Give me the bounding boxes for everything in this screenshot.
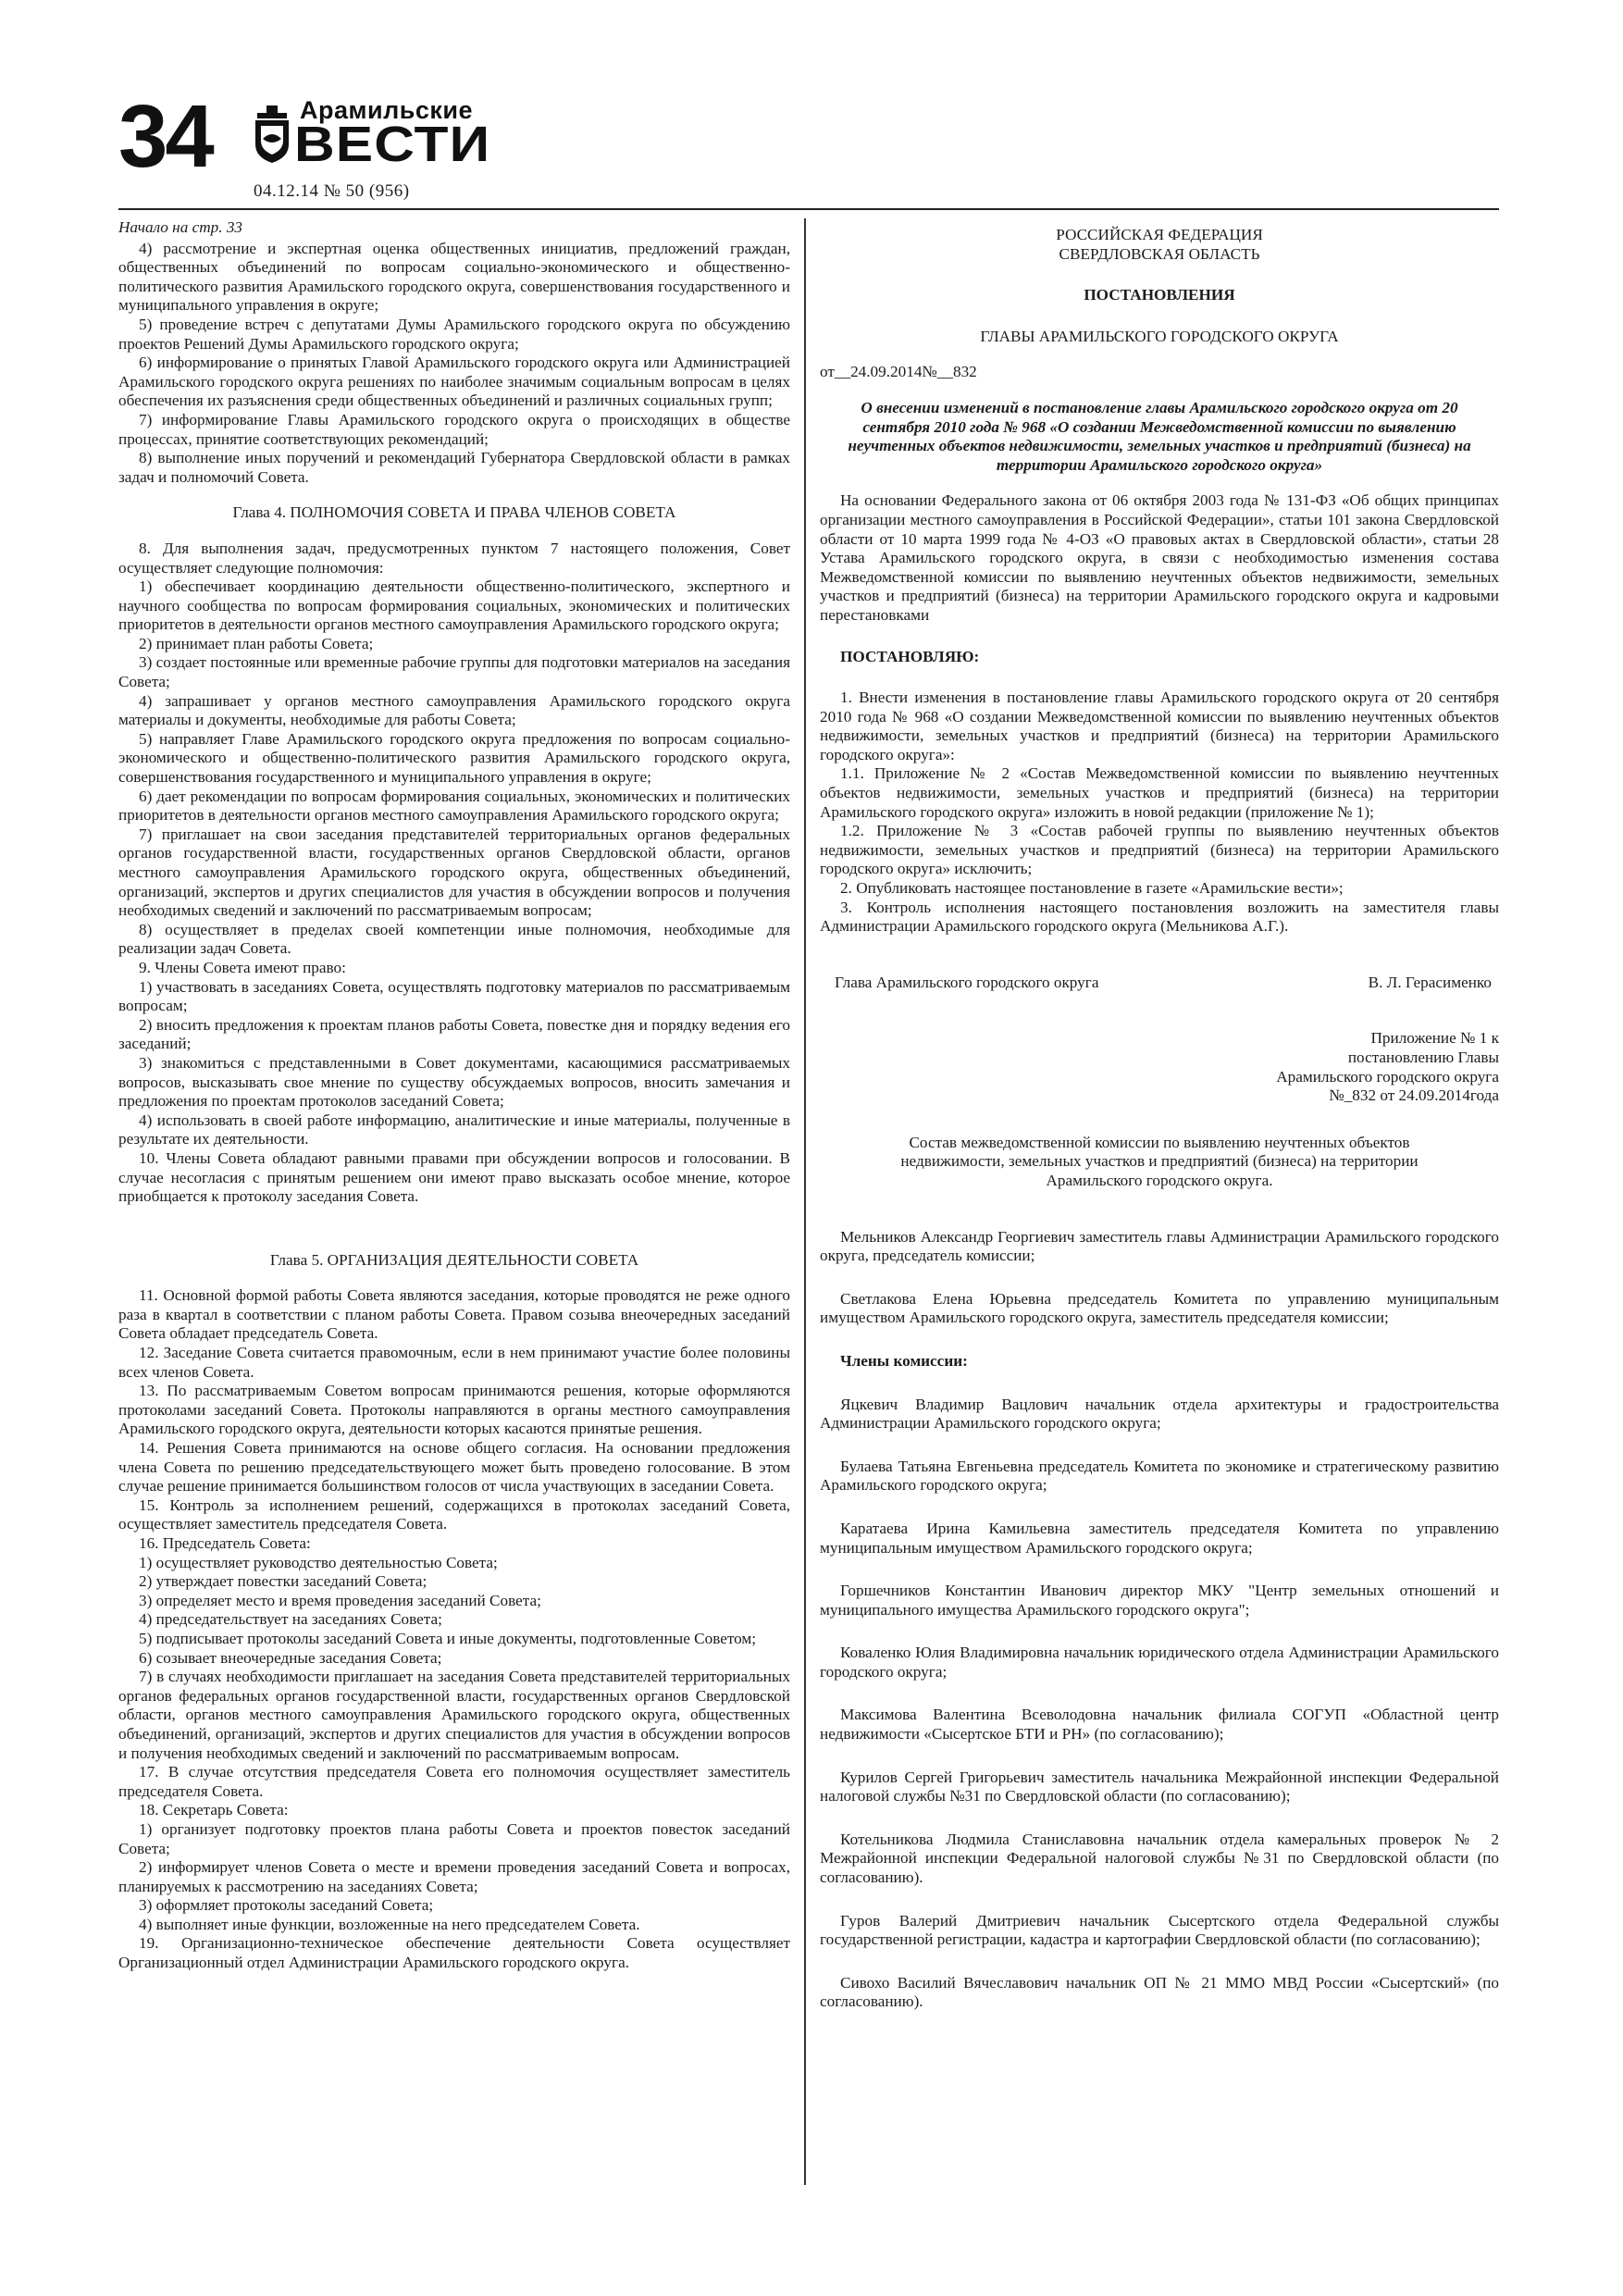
- decree-item: 3. Контроль исполнения настоящего постановления возложить на заместителя главы Администрации Арамильского городского округа (Мельникова А.Г.).: [820, 898, 1499, 936]
- authority: ГЛАВЫ АРАМИЛЬСКОГО ГОРОДСКОГО ОКРУГА: [980, 327, 1339, 345]
- paragraph: 6) созывает внеочередные заседания Совета;: [139, 1648, 442, 1667]
- annex-line: Арамильского городского округа: [1276, 1067, 1499, 1086]
- paragraph: 8) выполнение иных поручений и рекомендаций Губернатора Свердловской области в рамках задач и полномочий Совета.: [118, 449, 790, 486]
- paragraph: 6) информирование о принятых Главой Арамильского городского округа или Администрацией Арамильского городского округа решениях по наиболее значимым социальным вопросам в целях обеспечения их разъяснения среди общественных объединений и различных социальных групп;: [118, 354, 790, 410]
- paragraph: 7) приглашает на свои заседания представителей территориальных органов федеральных органов государственной власти, государственных органов Свердловской области, органов местного самоуправления Арамильского городского округа, общественных объединений, организаций, экспертов и других специалистов для участия в обсуждении вопросов и получения необходимых сведений и заключений по рассматриваемым вопросам;: [118, 825, 790, 920]
- commission-member: Булаева Татьяна Евгеньевна председатель Комитета по экономике и стратегическому развитию Арамильского городского округа;: [820, 1457, 1499, 1495]
- commission-member: Каратаева Ирина Камильевна заместитель председателя Комитета по управлению муниципальным имуществом Арамильского городского округа;: [820, 1519, 1499, 1557]
- commission-member: Максимова Валентина Всеволодовна начальник филиала СОГУП «Областной центр недвижимости «Сысертское БТИ и РН» (по согласованию);: [820, 1706, 1499, 1744]
- right-column: [820, 218, 1499, 2036]
- city-crest-icon: [254, 105, 291, 163]
- paragraph: 7) информирование Главы Арамильского городского округа о происходящих в обществе процессах, принятие соответствующих рекомендаций;: [118, 410, 790, 448]
- page-number: 34: [118, 87, 212, 186]
- doc-type: ПОСТАНОВЛЕНИЯ: [1084, 286, 1235, 304]
- decree-item: 1.1. Приложение № 2 «Состав Межведомственной комиссии по выявлению неучтенных объектов недвижимости, земельных участков и предприятий (бизнеса) на территории Арамильского городского округа» изложить в новой редакции (приложение № 1);: [820, 764, 1499, 821]
- commission-member: Курилов Сергей Григорьевич заместитель начальника Межрайонной инспекции Федеральной налоговой службы №31 по Свердловской области (по согласованию);: [820, 1768, 1499, 1806]
- paragraph: 2) принимает план работы Совета;: [139, 634, 374, 652]
- decree-item: 1. Внести изменения в постановление главы Арамильского городского округа от 20 сентября 2010 года № 968 «О создании Межведомственной комиссии по выявлению неучтенных объектов недвижимости, земельных участков и предприятий (бизнеса) на территории Арамильского городского округа»:: [820, 689, 1499, 763]
- country: РОССИЙСКАЯ ФЕДЕРАЦИЯ: [1056, 226, 1263, 243]
- paragraph: 6) дает рекомендации по вопросам формирования социальных, экономических и политических приоритетов в деятельности органов местного самоуправления Арамильского городского округа;: [118, 787, 790, 825]
- chapter-4-heading: Глава 4. ПОЛНОМОЧИЯ СОВЕТА И ПРАВА ЧЛЕНОВ СОВЕТА: [232, 503, 676, 522]
- commission-vice-chair: Светлакова Елена Юрьевна председатель Комитета по управлению муниципальным имуществом Арамильского городского округа, заместитель председателя комиссии;: [820, 1289, 1499, 1327]
- signer-name: В. Л. Герасименко: [1368, 973, 1492, 991]
- decree-item: 1.2. Приложение № 3 «Состав рабочей группы по выявлению неучтенных объектов недвижимости, земельных участков и предприятий (бизнеса) на территории Арамильского городского округа» исключить;: [820, 822, 1499, 878]
- paragraph: 15. Контроль за исполнением решений, содержащихся в протоколах заседаний Совета, осуществляет заместитель председателя Совета.: [118, 1496, 790, 1533]
- brand-top: Арамильские: [300, 96, 473, 124]
- paragraph: 18. Секретарь Совета:: [139, 1801, 289, 1819]
- decree-item: 2. Опубликовать настоящее постановление в газете «Арамильские вести»;: [840, 879, 1344, 898]
- paragraph: 13. По рассматриваемым Советом вопросам принимаются решения, которые оформляются протоколами заседаний Совета. Протоколы направляются в органы местного самоуправления Арамильского городского округа, деятельности которых касаются принятые решения.: [118, 1382, 790, 1438]
- decree-title: О внесении изменений в постановление главы Арамильского городского округа от 20 сентября 2010 года № 968 «О создании Межведомственной комиссии по выявлению неучтенных объектов недвижимости, земельных участков и предприятий (бизнеса) на территории Арамильского городского округа»: [848, 398, 1471, 474]
- paragraph: 1) организует подготовку проектов плана работы Совета и проектов повесток заседаний Совета;: [118, 1819, 790, 1857]
- column-divider: [804, 218, 806, 2185]
- paragraph: 5) проведение встреч с депутатами Думы Арамильского городского округа по обсуждению проектов Решений Думы Арамильского городского округа;: [118, 315, 790, 353]
- paragraph: 1) обеспечивает координацию деятельности общественно-политического, экспертного и научного сообщества по вопросам формирования социальных, экономических и политических приоритетов в деятельности органов местного самоуправления Арамильского городского округа;: [118, 577, 790, 634]
- paragraph: 4) использовать в своей работе информацию, аналитические и иные материалы, полученные в результате их деятельности.: [118, 1111, 790, 1148]
- paragraph: 7) в случаях необходимости приглашает на заседания Совета представителей территориальных органов федеральных органов государственной власти, государственных органов Свердловской области, органов местного самоуправления Арамильского городского округа, общественных объединений, организаций, экспертов и других специалистов для участия в обсуждении вопросов и получения необходимых сведений и заключений по рассматриваемым вопросам.: [118, 1668, 790, 1762]
- paragraph: 19. Организационно-техническое обеспечение деятельности Совета осуществляет Организационный отдел Администрации Арамильского городского округа.: [118, 1934, 790, 1972]
- paragraph: 3) знакомиться с представленными в Совет документами, касающимися рассматриваемых вопросов, высказывать свое мнение по существу обсуждаемых вопросов, вносить замечания и предложения по проектам протоколов заседаний Совета;: [118, 1053, 790, 1111]
- paragraph: 2) утверждает повестки заседаний Совета;: [139, 1572, 427, 1591]
- commission-member: Горшечников Константин Иванович директор МКУ "Центр земельных отношений и муниципального имущества Арамильского городского округа";: [820, 1582, 1499, 1619]
- paragraph: 4) председательствует на заседаниях Совета;: [139, 1610, 442, 1629]
- paragraph: 2) вносить предложения к проектам планов работы Совета, повестке дня и порядку ведения его заседаний;: [118, 1015, 790, 1053]
- header-rule: [118, 208, 1499, 210]
- paragraph: 8. Для выполнения задач, предусмотренных пунктом 7 настоящего положения, Совет осуществляет следующие полномочия:: [118, 539, 790, 577]
- paragraph: 5) направляет Главе Арамильского городского округа предложения по вопросам социально-экономического и общественно-политического развития Арамильского городского округа, совершенствования государственного и муниципального управления в округе;: [118, 729, 790, 787]
- paragraph: 8) осуществляет в пределах своей компетенции иные полномочия, необходимые для реализации задач Совета.: [118, 920, 790, 958]
- commission-member: Котельникова Людмила Станиславовна начальник отдела камеральных проверок № 2 Межрайонной инспекции Федеральной налоговой службы №31 по Свердловской области (по согласованию).: [820, 1830, 1499, 1887]
- commission-member: Коваленко Юлия Владимировна начальник юридического отдела Администрации Арамильского городского округа;: [820, 1644, 1499, 1681]
- masthead: [118, 87, 1525, 213]
- left-column: [118, 218, 790, 1973]
- paragraph: 12. Заседание Совета считается правомочным, если в нем принимают участие более половины всех членов Совета.: [118, 1344, 790, 1381]
- brand-main: ВЕСТИ: [294, 117, 491, 172]
- paragraph: 1) осуществляет руководство деятельностью Совета;: [139, 1553, 498, 1571]
- commission-chair: Мельников Александр Георгиевич заместитель главы Администрации Арамильского городского округа, председатель комиссии;: [820, 1227, 1499, 1265]
- paragraph: 3) оформляет протоколы заседаний Совета;: [139, 1896, 434, 1915]
- commission-member: Сивохо Василий Вячеславович начальник ОП № 21 ММО МВД России «Сысертский» (по согласованию).: [820, 1973, 1499, 2011]
- commission-member: Яцкевич Владимир Вацлович начальник отдела архитектуры и градостроительства Администрации Арамильского городского округа;: [820, 1395, 1499, 1433]
- annex-line: Приложение № 1 к: [1370, 1029, 1499, 1048]
- paragraph: 9. Члены Совета имеют право:: [139, 958, 346, 976]
- commission-member: Гуров Валерий Дмитриевич начальник Сысертского отдела Федеральной службы государственной регистрации, кадастра и картографии Свердловской области (по согласованию);: [820, 1911, 1499, 1949]
- chapter-5-heading: Глава 5. ОРГАНИЗАЦИЯ ДЕЯТЕЛЬНОСТИ СОВЕТА: [269, 1250, 639, 1269]
- paragraph: 4) рассмотрение и экспертная оценка общественных инициатив, предложений граждан, общественных объединений по вопросам социально-экономического и общественно-политического развития Арамильского городского округа, совершенствования государственного и муниципального управления в округе;: [118, 239, 790, 315]
- annex-line: №_832 от 24.09.2014года: [1329, 1086, 1499, 1105]
- signer-title: Глава Арамильского городского округа: [835, 973, 1099, 991]
- paragraph: 1) участвовать в заседаниях Совета, осуществлять подготовку материалов по рассматриваемым вопросам;: [118, 977, 790, 1015]
- members-heading: Члены комиссии:: [840, 1351, 968, 1370]
- paragraph: 17. В случае отсутствия председателя Совета его полномочия осуществляет заместитель председателя Совета.: [118, 1763, 790, 1800]
- region: СВЕРДЛОВСКАЯ ОБЛАСТЬ: [1059, 244, 1260, 263]
- paragraph: 3) определяет место и время проведения заседаний Совета;: [139, 1591, 541, 1609]
- paragraph: 11. Основной формой работы Совета являются заседания, которые проводятся не реже одного раза в квартал в соответствии с планом работы Совета. Правом созыва внеочередных заседаний Совета обладает председатель Совета.: [118, 1286, 790, 1343]
- paragraph: 10. Члены Совета обладают равными правами при обсуждении вопросов и голосовании. В случае несогласия с принятым решением они имеют право высказать особое мнение, которое приобщается к протоколу заседания Совета.: [118, 1148, 790, 1206]
- paragraph: 2) информирует членов Совета о месте и времени проведения заседаний Совета и вопросах, планируемых к рассмотрению на заседаниях Совета;: [118, 1858, 790, 1895]
- annex-line: постановлению Главы: [1347, 1049, 1499, 1066]
- decree-heading: ПОСТАНОВЛЯЮ:: [840, 647, 980, 665]
- paragraph: 3) создает постоянные или временные рабочие группы для подготовки материалов на заседания Совета;: [118, 653, 790, 691]
- paragraph: 5) подписывает протоколы заседаний Совета и иные документы, подготовленные Советом;: [139, 1629, 757, 1647]
- continued-note: Начало на стр. 33: [118, 218, 243, 236]
- paragraph: 14. Решения Совета принимаются на основе общего согласия. На основании предложения члена Совета по решению председательствующего может быть проведено голосование. В этом случае решение принимается большинством голосов от числа участвующих в заседании Совета.: [118, 1439, 790, 1496]
- issue-info: 04.12.14 № 50 (956): [254, 181, 410, 201]
- preamble: На основании Федерального закона от 06 октября 2003 года № 131-ФЗ «Об общих принципах организации местного самоуправления в Российской Федерации», статьи 101 закона Свердловской области от 10 марта 1999 года № 4-ОЗ «О правовых актах в Свердловской области», статьи 28 Устава Арамильского городского округа, в связи с необходимостью изменения состава Межведомственной комиссии по выявлению неучтенных объектов недвижимости, земельных участков и предприятий (бизнеса) на территории Арамильского городского округа и кадровыми перестановками: [820, 491, 1499, 624]
- paragraph: 4) выполняет иные функции, возложенные на него председателем Совета.: [139, 1915, 640, 1933]
- paragraph: 4) запрашивает у органов местного самоуправления Арамильского городского округа материалы и документы, необходимые для работы Совета;: [118, 691, 790, 729]
- paragraph: 16. Председатель Совета:: [139, 1534, 311, 1552]
- composition-title: Состав межведомственной комиссии по выявлению неучтенных объектов недвижимости, земельных участков и предприятий (бизнеса) на территории Арамильского городского округа.: [900, 1133, 1419, 1189]
- date-number: от__24.09.2014№__832: [820, 363, 977, 381]
- signature-line: [820, 974, 1499, 993]
